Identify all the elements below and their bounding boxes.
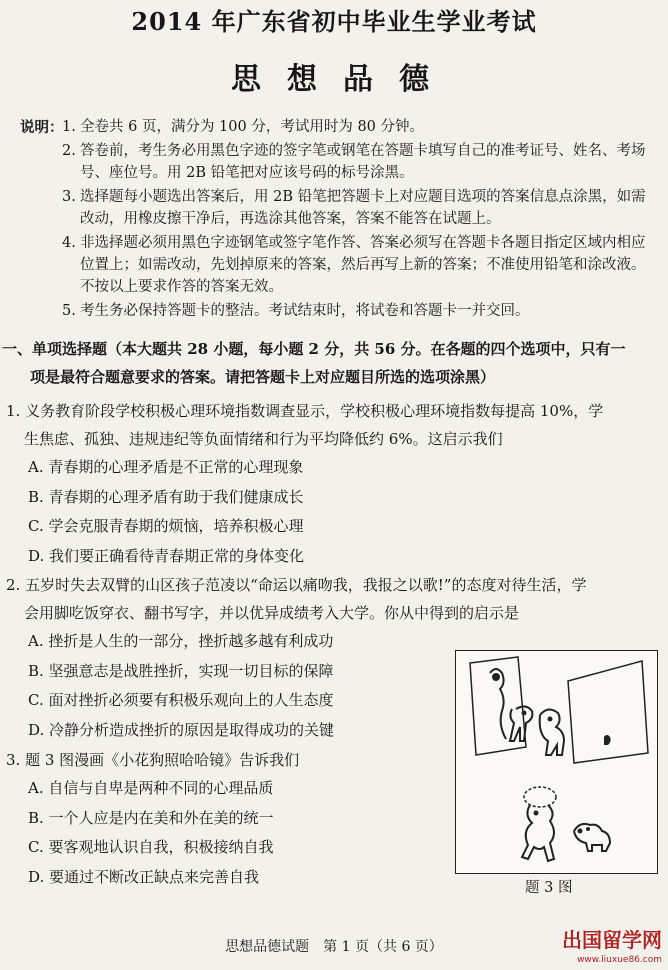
question-3 <box>6 746 448 892</box>
instruction-number: 3. <box>62 189 76 205</box>
instruction-item <box>62 140 646 184</box>
cartoon-dog-mirror-illustration <box>456 651 657 873</box>
instructions-list <box>62 116 646 324</box>
question-stem: 1. 义务教育阶段学校积极心理环境指数调查显示，学校积极心理环境指数每提高 10%，学 <box>6 402 604 420</box>
option-d: D. 要通过不断改正缺点来完善自我 <box>28 867 260 886</box>
option-a: A. 青春期的心理矛盾是不正常的心理现象 <box>28 458 304 476</box>
question-stem-continued: 生焦虑、孤独、违规违纪等负面情绪和行为平均降低约 6%。这启示我们 <box>24 430 503 448</box>
instructions-label: 说明： <box>20 119 64 136</box>
option-b: B. 青春期的心理矛盾有助于我们健康成长 <box>28 487 304 506</box>
instruction-item <box>62 232 646 298</box>
instruction-text: 非选择题必须用黑色字迹钢笔或签字笔作答、答案必须写在答题卡各题目指定区域内相应位置上；如需改动，先划掉原来的答案，然后再写上新的答案；不准使用铅笔和涂改液。不按以上要求作答的答案无效。 <box>80 235 646 295</box>
question-stem: 3. 题 3 图漫画《小花狗照哈哈镜》告诉我们 <box>6 751 300 769</box>
option-c: C. 学会克服青春期的烦恼，培养积极心理 <box>28 517 304 535</box>
question-stem-continued: 会用脚吃饭穿衣、翻书写字，并以优异成绩考入大学。你从中得到的启示是 <box>24 604 520 622</box>
instruction-number: 5. <box>62 303 76 319</box>
instruction-number: 2. <box>62 143 76 159</box>
section-heading <box>2 335 658 391</box>
option-a: A. 自信与自卑是两种不同的心理品质 <box>28 779 274 797</box>
option-d: D. 冷静分析造成挫折的原因是取得成功的关键 <box>28 720 335 739</box>
instruction-text: 考生务必保持答题卡的整洁。考试结束时，将试卷和答题卡一并交回。 <box>80 303 530 319</box>
instruction-text: 答卷前，考生务必用黑色字迹的签字笔或钢笔在答题卡填写自己的准考证号、姓名、考场号、座位号。用 2B 铅笔把对应该号码的标号涂黑。 <box>80 143 646 181</box>
option-b: B. 坚强意志是战胜挫折，实现一切目标的保障 <box>28 661 334 680</box>
exam-title: 2014 年广东省初中毕业生学业考试 <box>131 7 537 36</box>
cartoon-figure <box>455 650 658 874</box>
instruction-text: 全卷共 6 页，满分为 100 分，考试用时为 80 分钟。 <box>80 119 425 135</box>
instruction-item <box>62 116 646 138</box>
option-c: C. 面对挫折必须要有积极乐观向上的人生态度 <box>28 691 334 709</box>
question-1 <box>6 397 658 571</box>
instruction-number: 1. <box>62 119 76 135</box>
watermark-url: www.liuxue86.com <box>577 955 662 965</box>
option-d: D. 我们要正确看待青春期正常的身体变化 <box>28 546 305 565</box>
watermark-text: 出国留学网 <box>562 928 662 952</box>
option-a: A. 挫折是人生的一部分，挫折越多越有利成功 <box>28 632 334 650</box>
option-c: C. 要客观地认识自我，积极接纳自我 <box>28 838 274 856</box>
section-heading-line: 一、单项选择题（本大题共 28 小题，每小题 2 分，共 56 分。在各题的四个选项中，只有一 <box>2 340 626 358</box>
section-heading-line: 项是最符合题意要求的答案。请把答题卡上对应题目所选的选项涂黑） <box>30 368 496 386</box>
question-stem: 2. 五岁时失去双臂的山区孩子范凌以“命运以痛吻我，我报之以歌!”的态度对待生活，学 <box>6 576 587 594</box>
instruction-number: 4. <box>62 235 76 251</box>
figure-caption: 题 3 图 <box>525 880 573 896</box>
option-b: B. 一个人应是内在美和外在美的统一 <box>28 808 274 827</box>
page-footer: 思想品德试题 第 1 页（共 6 页） <box>225 939 443 955</box>
site-watermark <box>562 930 662 970</box>
instruction-text: 选择题每小题选出答案后，用 2B 铅笔把答题卡上对应题目选项的答案信息点涂黑，如需改动，用橡皮擦干净后，再选涂其他答案，答案不能答在试题上。 <box>80 189 646 227</box>
instruction-item <box>62 300 646 322</box>
subject-title: 思想品德 <box>231 62 455 97</box>
instruction-item <box>62 186 646 230</box>
